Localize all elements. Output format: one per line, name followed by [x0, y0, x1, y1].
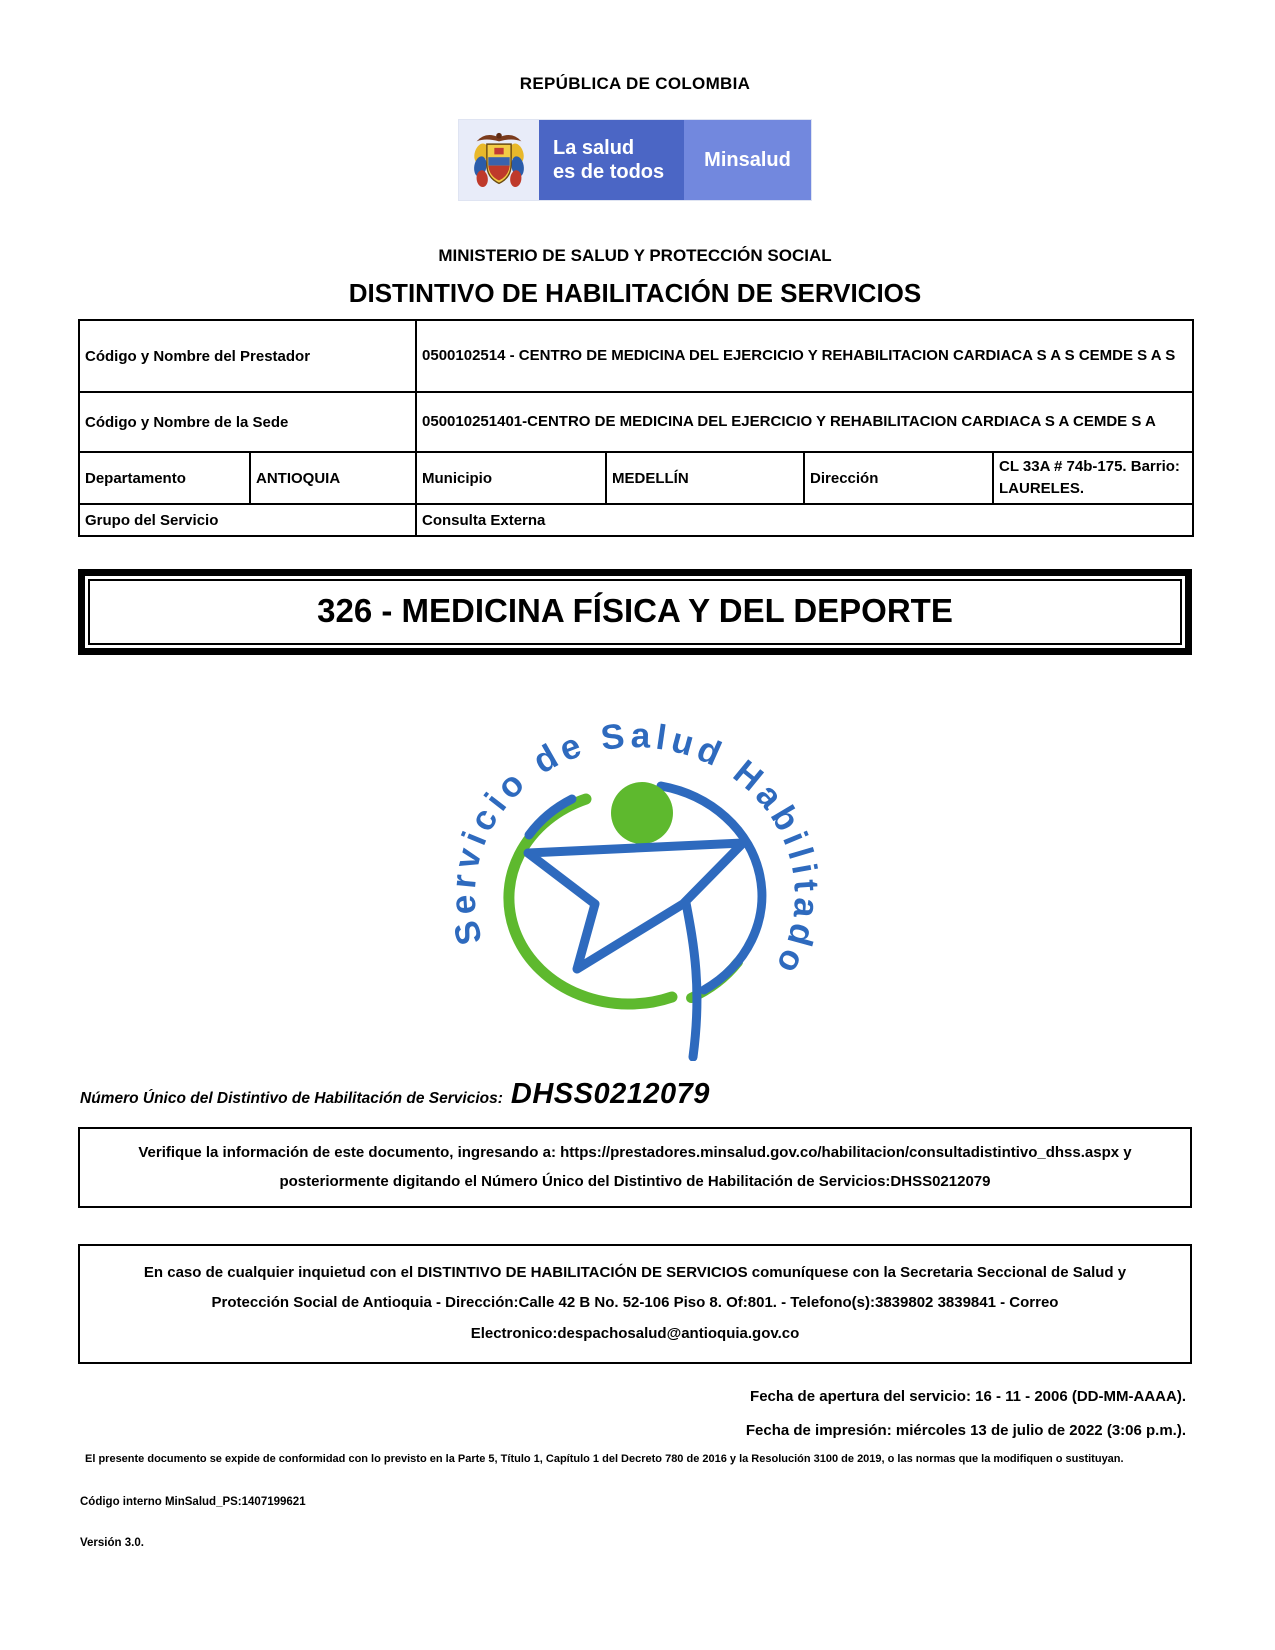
ministry-title: MINISTERIO DE SALUD Y PROTECCIÓN SOCIAL: [438, 246, 832, 265]
table-row-grupo: [79, 504, 1193, 536]
seal-arc-text: Servicio de Salud Habilitado: [443, 716, 826, 980]
version-text: Versión 3.0.: [80, 1536, 144, 1549]
print-date: Fecha de impresión: miércoles 13 de julio de 2022 (3:06 p.m.).: [745, 1421, 1186, 1439]
prestador-value: 0500102514 - CENTRO DE MEDICINA DEL EJERCICIO Y REHABILITACION CARDIACA S A S CEMDE S A S: [416, 320, 1193, 392]
seal-blue-arc-small: [529, 799, 572, 835]
internal-code: Código interno MinSalud_PS:1407199621: [80, 1495, 306, 1508]
seal-person-leg: [686, 903, 697, 1057]
seal-person-body: [528, 843, 743, 969]
certificate-document: [78, 0, 1192, 1549]
republic-header: REPÚBLICA DE COLOMBIA: [519, 74, 751, 93]
sede-label: Código y Nombre de la Sede: [79, 392, 416, 452]
verify-notice-box: Verifique la información de este documento, ingresando a: https://prestadores.minsalud.gov.co/habilitacion/consultadistintivo_dhss.aspx y posteriormente digitando el Número Único del Distintivo de Habilitación de Servicios:DHSS0212079: [78, 1127, 1192, 1208]
logo-tagline-line2: es de todos: [553, 161, 665, 183]
seal-person-head: [611, 782, 673, 844]
grupo-value: Consulta Externa: [416, 504, 1193, 536]
document-title: DISTINTIVO DE HABILITACIÓN DE SERVICIOS: [348, 278, 922, 308]
municipio-value: MEDELLÍN: [606, 452, 804, 504]
colombia-coat-of-arms-icon: [459, 120, 539, 200]
table-row-prestador: [79, 320, 1193, 392]
contact-notice-box: En caso de cualquier inquietud con el DISTINTIVO DE HABILITACIÓN DE SERVICIOS comuníquese con la Secretaria Seccional de Salud y Protección Social de Antioquia - Dirección:Calle 42 B No. 52-106 Piso 8. Of:801. - Telefono(s):3839802 3839841 - Correo Electronico:despachosalud@antioquia.gov.co: [78, 1244, 1192, 1364]
habilitado-seal: [78, 661, 1192, 1066]
dhss-label: Número Único del Distintivo de Habilitación de Servicios:: [80, 1090, 503, 1107]
prestador-label: Código y Nombre del Prestador: [79, 320, 416, 392]
sede-value: 050010251401-CENTRO DE MEDICINA DEL EJERCICIO Y REHABILITACION CARDIACA S A CEMDE S A: [416, 392, 1193, 452]
logo-tagline: [539, 120, 684, 200]
departamento-value: ANTIOQUIA: [250, 452, 416, 504]
service-banner: [78, 569, 1192, 655]
seal-blue-arc: [661, 786, 762, 990]
dhss-number: DHSS0212079: [510, 1078, 710, 1110]
service-banner-title: 326 - MEDICINA FÍSICA Y DEL DEPORTE: [88, 579, 1182, 645]
habilitado-seal-icon: [443, 661, 828, 1061]
logo-tagline-line1: La salud: [553, 137, 635, 159]
logo-brand: Minsalud: [684, 120, 811, 200]
service-opening-date: Fecha de apertura del servicio: 16 - 11 - 2006 (DD-MM-AAAA).: [750, 1387, 1186, 1405]
dhss-number-line: [78, 1078, 1192, 1111]
table-row-sede: [79, 392, 1193, 452]
grupo-label: Grupo del Servicio: [79, 504, 416, 536]
minsalud-logo: [459, 120, 811, 200]
table-row-ubicacion: [79, 452, 1193, 504]
direccion-value: CL 33A # 74b-175. Barrio: LAURELES.: [993, 452, 1193, 504]
departamento-label: Departamento: [79, 452, 250, 504]
municipio-label: Municipio: [416, 452, 606, 504]
legal-text: El presente documento se expide de conformidad con lo previsto en la Parte 5, Título 1, Capítulo 1 del Decreto 780 de 2016 y la Resolución 3100 de 2019, o las normas que la modifiquen o sustituyan.: [85, 1452, 1124, 1465]
provider-info-table: [78, 319, 1194, 537]
direccion-label: Dirección: [804, 452, 993, 504]
